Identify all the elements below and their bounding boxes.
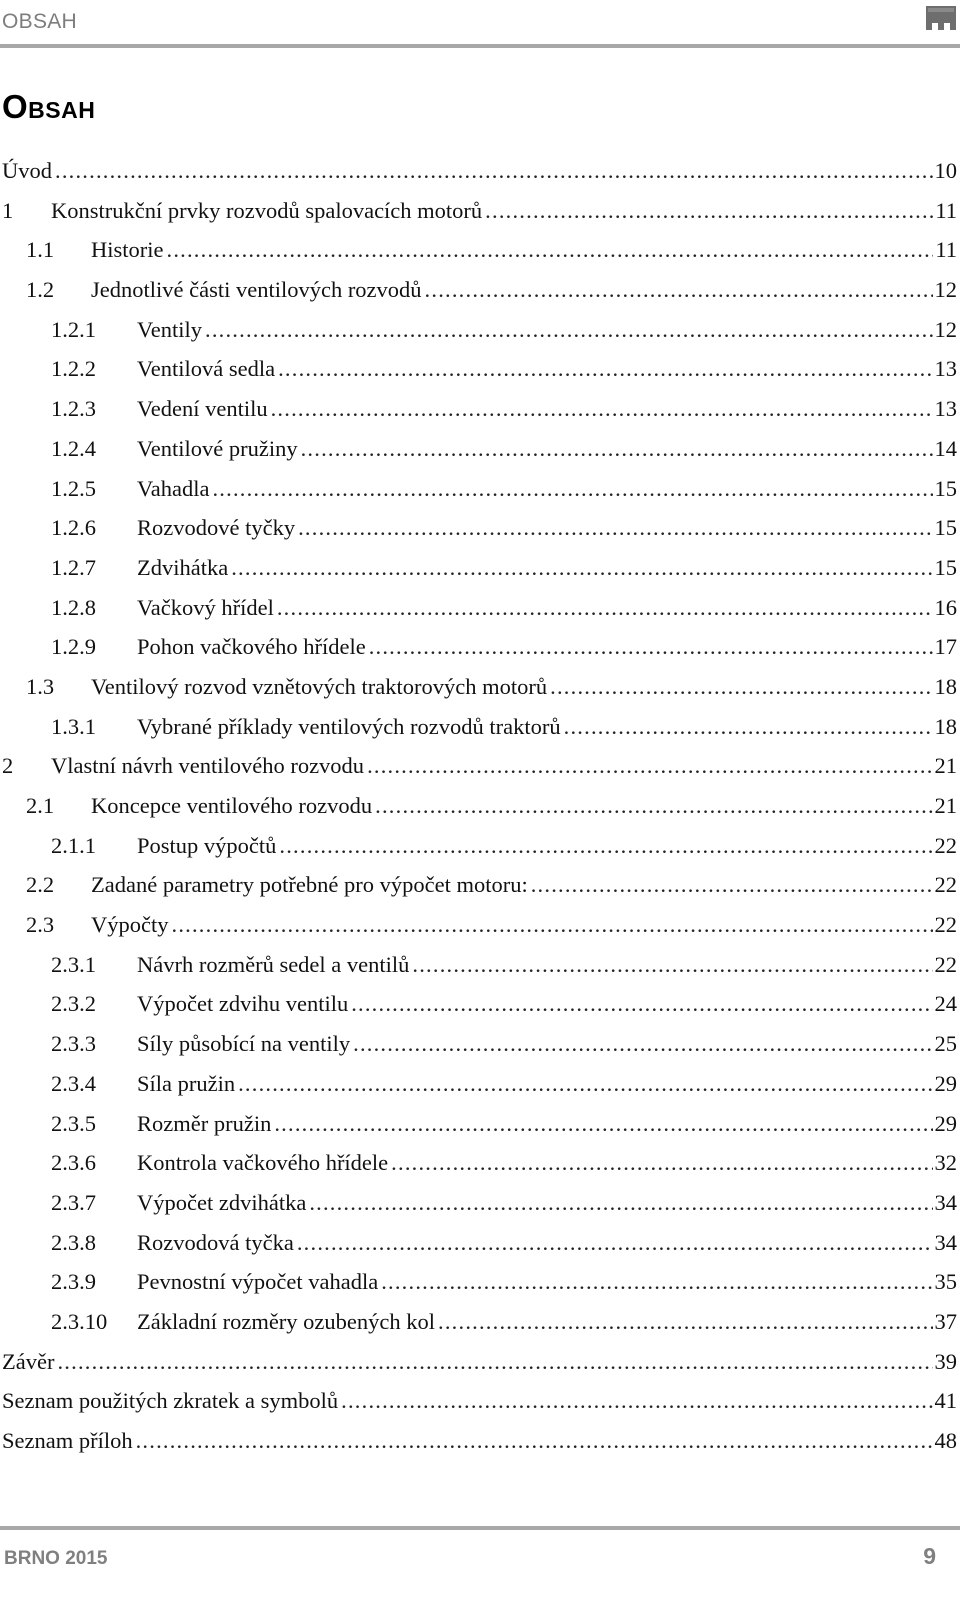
toc-dot-leader (274, 1106, 932, 1142)
toc-dot-leader (564, 709, 933, 745)
toc-dot-leader (271, 391, 933, 427)
toc-entry-page: 22 (934, 872, 957, 898)
toc-entry-page: 48 (934, 1428, 957, 1453)
header-title: OBSAH (2, 10, 78, 33)
toc-dot-leader (531, 867, 933, 903)
toc-entry-title: Vedení ventilu (137, 396, 268, 422)
toc-entry-page: 18 (934, 713, 957, 739)
toc-entry-number: 2.3.4 (51, 1070, 96, 1096)
toc-entry-page: 12 (934, 316, 957, 342)
toc-entry-title: Úvod (2, 158, 52, 183)
toc-entry[interactable] (0, 1383, 957, 1423)
toc-entry-number: 1.2.2 (51, 356, 96, 382)
toc-dot-leader (412, 947, 932, 983)
toc-entry-title: Vahadla (137, 475, 210, 501)
toc-entry-page: 12 (934, 277, 957, 303)
toc-entry-number: 1.1 (26, 237, 55, 263)
toc-entry-number: 2.3.6 (51, 1150, 96, 1176)
toc-entry-page: 13 (934, 396, 957, 422)
toc-dot-leader (375, 788, 932, 824)
toc-entry-number: 2.1 (26, 793, 55, 818)
toc-entry[interactable] (0, 1185, 957, 1225)
toc-dot-leader (136, 1423, 933, 1459)
toc-entry-page: 34 (934, 1189, 957, 1215)
toc-entry[interactable] (0, 193, 957, 233)
toc-entry[interactable] (0, 391, 957, 431)
toc-entry-title: Seznam použitých zkratek a symbolů (2, 1388, 339, 1414)
toc-entry[interactable] (0, 1066, 957, 1106)
toc-entry-title: Vybrané příklady ventilových rozvodů traktorů (137, 713, 561, 739)
toc-dot-leader (301, 431, 933, 467)
toc-entry[interactable] (0, 590, 957, 630)
toc-entry-number: 1.2.5 (51, 475, 96, 501)
toc-entry-page: 16 (934, 594, 957, 620)
toc-entry-number: 1 (2, 197, 14, 223)
toc-entry-number: 2.3.3 (51, 1031, 96, 1057)
toc-entry-title: Výpočet zdvihu ventilu (137, 991, 349, 1017)
toc-entry-page: 24 (934, 991, 957, 1017)
toc-entry[interactable] (0, 1423, 957, 1463)
toc-entry-page: 15 (934, 515, 957, 541)
toc-entry-page: 35 (934, 1269, 957, 1295)
toc-entry[interactable] (0, 867, 957, 907)
toc-entry-title: Seznam příloh (2, 1428, 133, 1453)
toc-entry-page: 15 (934, 475, 957, 501)
toc-entry-title: Ventilová sedla (137, 356, 276, 382)
toc-entry-title: Jednotlivé části ventilových rozvodů (91, 277, 422, 303)
toc-entry-title: Základní rozměry ozubených kol (137, 1308, 436, 1334)
toc-entry-page: 21 (934, 753, 957, 779)
toc-dot-leader (309, 1185, 932, 1221)
toc-dot-leader (391, 1145, 932, 1181)
toc-dot-leader (550, 669, 932, 705)
toc-dot-leader (425, 272, 933, 308)
toc-entry-title: Pohon vačkového hřídele (137, 634, 366, 660)
toc-entry-title: Rozvodové tyčky (137, 515, 296, 541)
toc-entry-title: Výpočty (91, 912, 169, 938)
toc-entry-title: Ventily (137, 316, 202, 342)
header-divider (0, 44, 960, 48)
toc-entry-title: Kontrola vačkového hřídele (137, 1150, 389, 1176)
toc-entry-title: Konstrukční prvky rozvodů spalovacích motorů (51, 197, 483, 223)
page-header (0, 0, 960, 48)
page-title: Obsah (2, 88, 96, 125)
toc-dot-leader (205, 312, 933, 348)
toc-entry-number: 2.3.5 (51, 1110, 96, 1136)
toc-entry[interactable] (0, 1026, 957, 1066)
toc-entry[interactable] (0, 153, 957, 193)
toc-entry-number: 2 (2, 753, 14, 779)
toc-entry-number: 1.2.1 (51, 316, 96, 342)
toc-entry[interactable] (0, 1106, 957, 1146)
toc-entry-title: Rozvodová tyčka (137, 1229, 294, 1255)
toc-entry[interactable] (0, 351, 957, 391)
toc-entry[interactable] (0, 907, 957, 947)
toc-entry-page: 22 (934, 951, 957, 977)
toc-entry-page: 29 (934, 1070, 957, 1096)
toc-dot-leader (279, 828, 932, 864)
toc-entry[interactable] (0, 272, 957, 312)
toc-entry[interactable] (0, 1264, 957, 1304)
toc-entry-number: 1.2.7 (51, 554, 96, 580)
toc-entry-page: 37 (934, 1308, 957, 1334)
toc-entry-number: 1.2.3 (51, 396, 96, 422)
toc-entry-title: Vačkový hřídel (137, 594, 274, 620)
toc-entry-number: 1.2.4 (51, 435, 96, 461)
toc-dot-leader (438, 1304, 932, 1340)
toc-entry[interactable] (0, 1344, 957, 1384)
toc-entry-page: 13 (934, 356, 957, 382)
toc-entry[interactable] (0, 748, 957, 788)
toc-dot-leader (485, 193, 933, 229)
toc-entry-number: 1.3 (26, 673, 55, 699)
toc-entry-number: 2.3 (26, 912, 55, 938)
toc-entry-title: Ventilové pružiny (137, 435, 298, 461)
toc-entry-page: 10 (934, 158, 957, 183)
toc-entry-number: 2.3.10 (51, 1308, 108, 1334)
page-footer (0, 1524, 960, 1601)
toc-entry-title: Vlastní návrh ventilového rozvodu (51, 753, 365, 779)
toc-entry[interactable] (0, 232, 957, 272)
toc-entry-number: 2.3.7 (51, 1189, 96, 1215)
toc-dot-leader (55, 153, 933, 189)
toc-dot-leader (367, 748, 932, 784)
toc-entry[interactable] (0, 788, 957, 828)
toc-entry-number: 2.3.8 (51, 1229, 96, 1255)
toc-entry-page: 41 (934, 1388, 957, 1414)
toc-dot-leader (278, 351, 932, 387)
toc-entry-page: 29 (934, 1110, 957, 1136)
toc-dot-leader (369, 629, 933, 665)
toc-dot-leader (277, 590, 933, 626)
toc-entry-page: 17 (934, 634, 957, 660)
toc-entry-title: Postup výpočtů (137, 832, 277, 858)
toc-dot-leader (381, 1264, 932, 1300)
toc-entry-page: 18 (934, 673, 957, 699)
toc-entry-number: 2.1.1 (51, 832, 96, 858)
toc-dot-leader (238, 1066, 932, 1102)
toc-dot-leader (298, 510, 932, 546)
toc-entry[interactable] (0, 986, 957, 1026)
toc-entry-page: 11 (935, 237, 957, 263)
toc-entry-number: 2.3.9 (51, 1269, 96, 1295)
toc-entry-number: 1.3.1 (51, 713, 96, 739)
toc-entry-page: 22 (934, 912, 957, 938)
toc-entry-number: 2.2 (26, 872, 55, 898)
toc-entry[interactable] (0, 669, 957, 709)
toc-entry-page: 11 (935, 197, 957, 223)
toc-entry[interactable] (0, 550, 957, 590)
toc-entry-number: 2.3.2 (51, 991, 96, 1017)
toc-entry-title: Síla pružin (137, 1070, 236, 1096)
toc-entry-title: Historie (91, 237, 164, 263)
toc-dot-leader (351, 986, 932, 1022)
toc-entry-page: 14 (934, 435, 957, 461)
toc-entry-page: 32 (934, 1150, 957, 1176)
toc-dot-leader (57, 1344, 932, 1380)
toc-entry[interactable] (0, 431, 957, 471)
toc-entry-title: Rozměr pružin (137, 1110, 272, 1136)
toc-dot-leader (172, 907, 933, 943)
toc-entry-title: Návrh rozměrů sedel a ventilů (137, 951, 410, 977)
toc-entry[interactable] (0, 1225, 957, 1265)
toc-entry[interactable] (0, 947, 957, 987)
toc-entry-page: 34 (934, 1229, 957, 1255)
toc-entry-title: Závěr (2, 1348, 55, 1374)
footer-location-year: BRNO 2015 (4, 1548, 108, 1569)
toc-entry-page: 39 (934, 1348, 957, 1374)
toc-entry-title: Ventilový rozvod vznětových traktorových motorů (91, 673, 548, 699)
toc-entry[interactable] (0, 471, 957, 511)
university-logo-icon (925, 3, 957, 33)
toc-entry-title: Síly působící na ventily (137, 1031, 351, 1057)
toc-dot-leader (341, 1383, 932, 1419)
toc-entry-number: 1.2 (26, 277, 55, 303)
toc-entry[interactable] (0, 510, 957, 550)
toc-entry-number: 1.2.6 (51, 515, 96, 541)
toc-dot-leader (353, 1026, 932, 1062)
table-of-contents (0, 153, 957, 1463)
page-number: 9 (923, 1543, 936, 1569)
toc-entry-title: Koncepce ventilového rozvodu (91, 793, 373, 818)
toc-entry-page: 22 (934, 832, 957, 858)
toc-entry-page: 15 (934, 554, 957, 580)
toc-entry[interactable] (0, 312, 957, 352)
toc-entry[interactable] (0, 709, 957, 749)
toc-entry-number: 1.2.8 (51, 594, 96, 620)
toc-entry-title: Výpočet zdvihátka (137, 1189, 307, 1215)
toc-entry-number: 1.2.9 (51, 634, 96, 660)
toc-entry[interactable] (0, 1145, 957, 1185)
footer-divider (0, 1526, 960, 1530)
toc-dot-leader (167, 232, 934, 268)
toc-entry[interactable] (0, 828, 957, 868)
toc-entry-title: Zadané parametry potřebné pro výpočet motoru: (91, 872, 528, 898)
toc-entry-title: Pevnostní výpočet vahadla (137, 1269, 379, 1295)
toc-dot-leader (231, 550, 932, 586)
toc-dot-leader (212, 471, 932, 507)
toc-entry-number: 2.3.1 (51, 951, 96, 977)
toc-dot-leader (297, 1225, 933, 1261)
toc-entry[interactable] (0, 1304, 957, 1344)
toc-entry-title: Zdvihátka (137, 554, 229, 580)
toc-entry-page: 25 (934, 1031, 957, 1057)
toc-entry[interactable] (0, 629, 957, 669)
toc-entry-page: 21 (934, 793, 957, 818)
